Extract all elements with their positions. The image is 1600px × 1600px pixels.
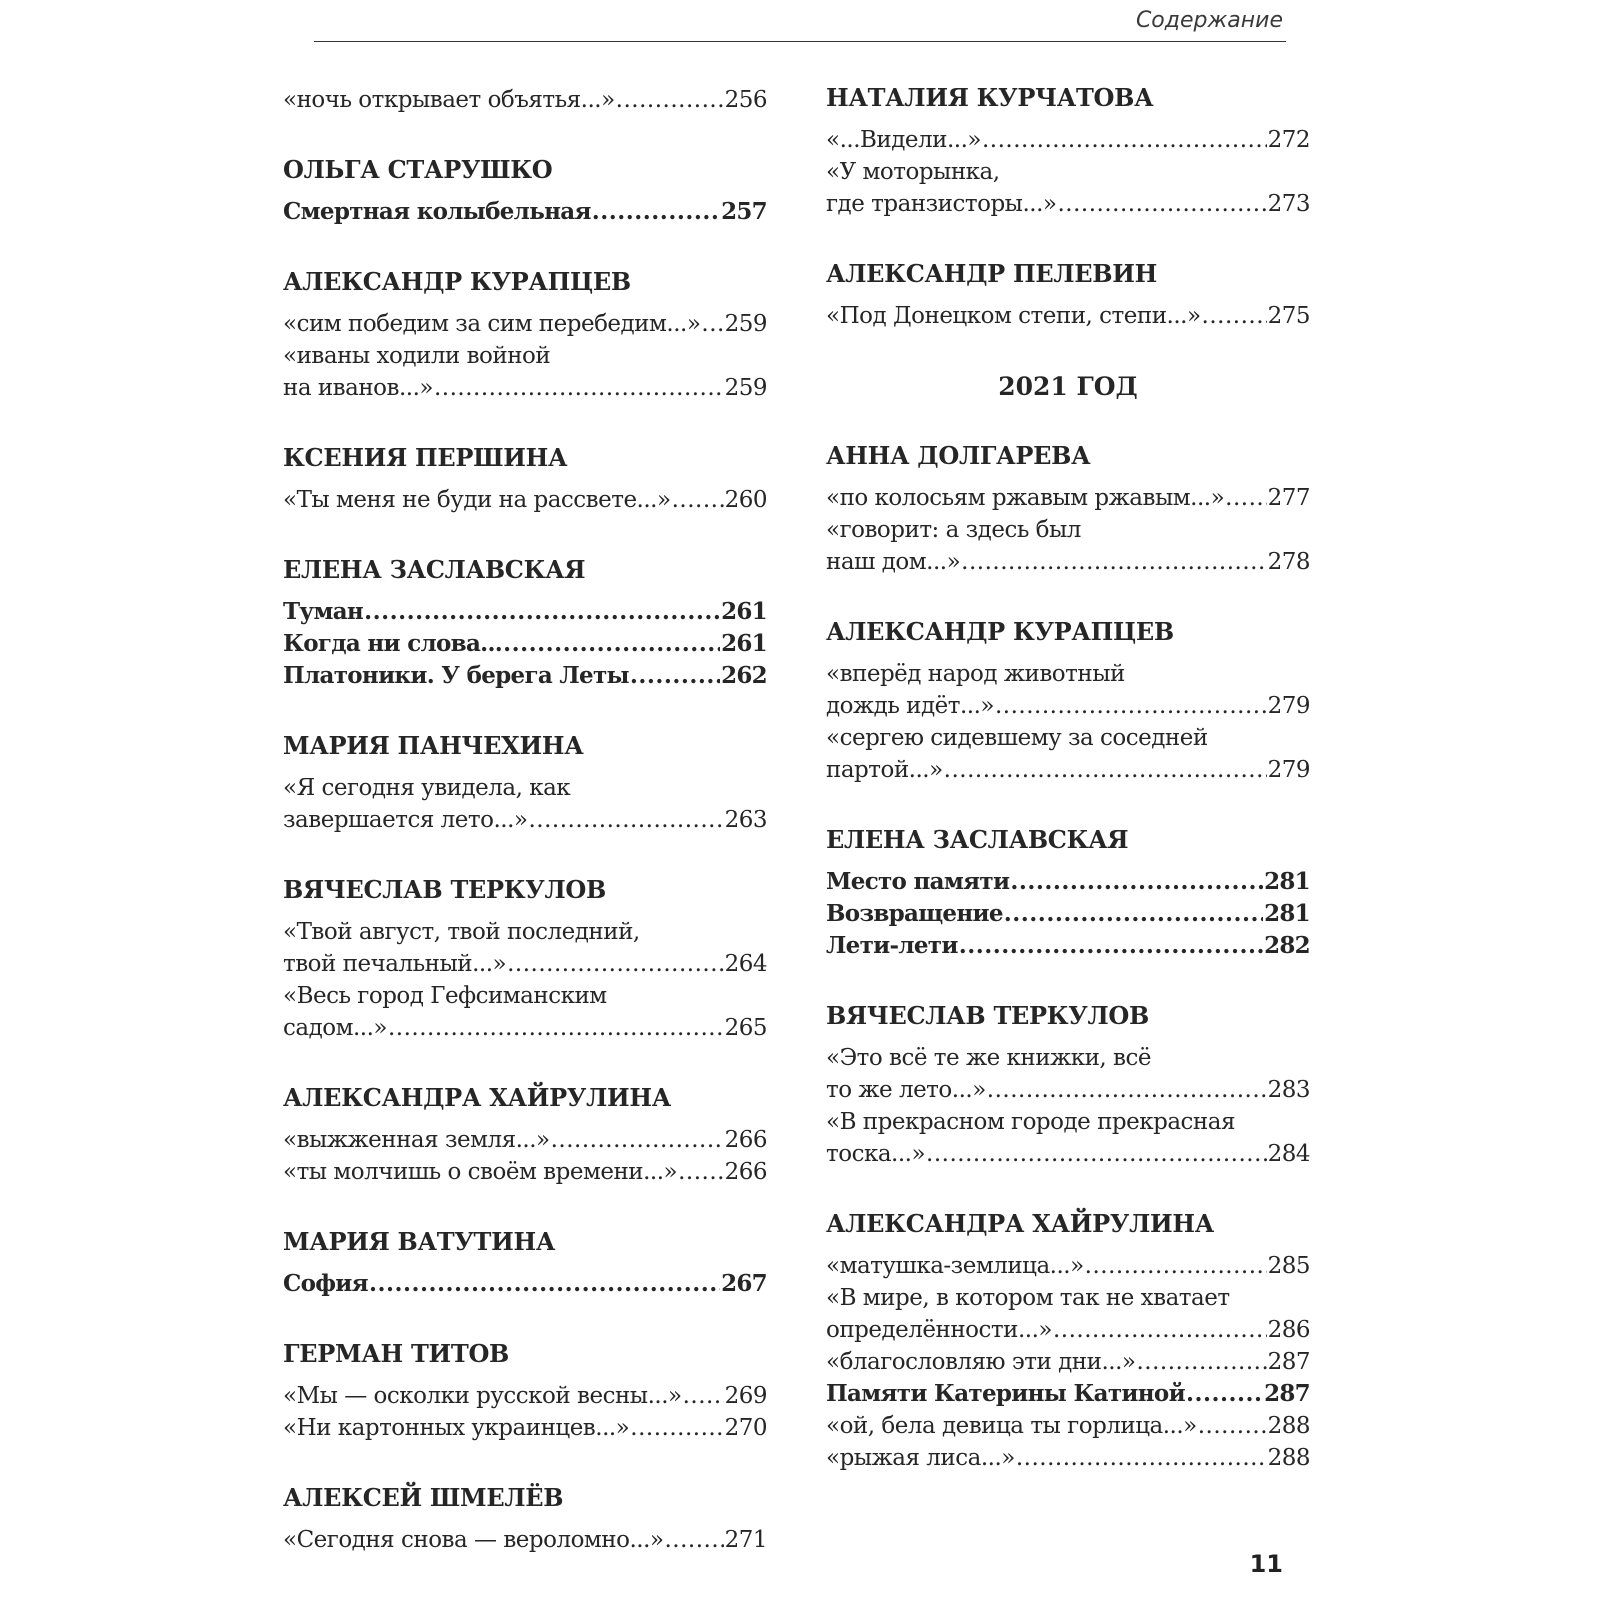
entry-row [826, 546, 1310, 578]
dot-leader [592, 196, 720, 228]
entry-title: «ой, бела девица ты горлица...» [826, 1413, 1197, 1439]
toc-entry[interactable] [826, 300, 1310, 332]
entry-row [283, 372, 767, 404]
entry-title-line: «Это всё те же книжки, всё [826, 1045, 1151, 1071]
toc-entry[interactable] [826, 1282, 1310, 1346]
entry-row [283, 1012, 767, 1044]
entry-title-line: «Я сегодня увидела, как [283, 775, 571, 801]
entry-row [283, 84, 767, 116]
entry-page-number: 263 [724, 807, 767, 833]
toc-entry[interactable] [826, 1410, 1310, 1442]
author-heading: ГЕРМАН ТИТОВ [283, 1339, 510, 1368]
toc-entry[interactable] [283, 1524, 767, 1556]
dot-leader [959, 930, 1263, 962]
entry-title: Когда ни слова... [283, 630, 503, 657]
entry-title: «ночь открывает объятья...» [283, 87, 615, 113]
entry-title: определённости...» [826, 1317, 1052, 1343]
toc-section [826, 826, 1310, 962]
author-heading: АЛЕКСЕЙ ШМЕЛЁВ [283, 1483, 564, 1512]
dot-leader [701, 308, 723, 340]
entry-row [283, 596, 767, 628]
entry-title: садом...» [283, 1015, 387, 1041]
entry-page-number: 285 [1267, 1253, 1310, 1279]
entry-title: где транзисторы...» [826, 191, 1057, 217]
dot-leader [1085, 1250, 1267, 1282]
toc-right-column [826, 84, 1310, 1514]
entry-title: «Под Донецком степи, степи...» [826, 303, 1201, 329]
entry-row [283, 660, 767, 692]
entry-row [826, 1138, 1310, 1170]
author-heading: АЛЕКСАНДР КУРАПЦЕВ [283, 267, 631, 296]
entry-page-number: 269 [724, 1383, 767, 1409]
toc-entry[interactable] [283, 1412, 767, 1444]
dot-leader [1053, 1314, 1267, 1346]
dot-leader [1225, 482, 1266, 514]
author-heading: МАРИЯ ВАТУТИНА [283, 1227, 556, 1256]
entry-row [283, 1156, 767, 1188]
entry-row [826, 754, 1310, 786]
dot-leader [944, 754, 1267, 786]
entry-row [283, 484, 767, 516]
toc-entry[interactable] [826, 898, 1310, 930]
entry-row [826, 1074, 1310, 1106]
toc-entry[interactable] [283, 1268, 767, 1300]
entry-page-number: 277 [1267, 485, 1310, 511]
dot-leader [434, 372, 724, 404]
running-header-title: Содержание [1135, 8, 1283, 33]
dot-leader [630, 1412, 723, 1444]
dot-leader [982, 124, 1267, 156]
entry-title: «рыжая лиса...» [826, 1445, 1015, 1471]
author-heading: АЛЕКСАНДР КУРАПЦЕВ [826, 617, 1174, 646]
toc-entry[interactable] [283, 628, 767, 660]
entry-title-line: «иваны ходили войной [283, 343, 551, 369]
author-heading: АЛЕКСАНДРА ХАЙРУЛИНА [283, 1083, 671, 1112]
toc-entry[interactable] [283, 308, 767, 340]
toc-section [826, 1210, 1310, 1474]
author-heading: ВЯЧЕСЛАВ ТЕРКУЛОВ [283, 875, 606, 904]
entry-row [283, 196, 767, 228]
entry-title: то же лето...» [826, 1077, 986, 1103]
entry-row [826, 930, 1310, 962]
entry-page-number: 287 [1264, 1380, 1310, 1407]
dot-leader [388, 1012, 724, 1044]
entry-page-number: 287 [1267, 1349, 1310, 1375]
dot-leader [1136, 1346, 1266, 1378]
entry-row [283, 1524, 767, 1556]
entry-page-number: 257 [721, 198, 767, 225]
dot-leader [1004, 898, 1263, 930]
entry-title-line: «говорит: а здесь был [826, 517, 1081, 543]
dot-leader [1202, 300, 1267, 332]
toc-entry[interactable] [283, 484, 767, 516]
toc-entry[interactable] [283, 916, 767, 980]
entry-page-number: 266 [724, 1159, 767, 1185]
entry-page-number: 281 [1264, 900, 1310, 927]
entry-page-number: 260 [724, 487, 767, 513]
entry-row [826, 482, 1310, 514]
entry-page-number: 279 [1267, 693, 1310, 719]
entry-title-line: «Весь город Гефсиманским [283, 983, 607, 1009]
toc-entry[interactable] [283, 980, 767, 1044]
toc-section [283, 1340, 767, 1444]
page-number: 11 [1249, 1550, 1283, 1578]
entry-title: «по колосьям ржавым ржавым...» [826, 485, 1225, 511]
entry-page-number: 282 [1264, 932, 1310, 959]
dot-leader [961, 546, 1266, 578]
entry-page-number: 284 [1267, 1141, 1310, 1167]
toc-entry[interactable] [283, 84, 767, 116]
entry-title: «Ни картонных украинцев...» [283, 1415, 630, 1441]
entry-title: завершается лето...» [283, 807, 528, 833]
toc-entry[interactable] [283, 1380, 767, 1412]
entry-page-number: 278 [1267, 549, 1310, 575]
dot-leader [1186, 1378, 1263, 1410]
author-heading: ОЛЬГА СТАРУШКО [283, 155, 553, 184]
author-heading: ВЯЧЕСЛАВ ТЕРКУЛОВ [826, 1001, 1149, 1030]
entry-title: Памяти Катерины Катиной [826, 1380, 1185, 1407]
entry-title: наш дом...» [826, 549, 961, 575]
dot-leader [528, 804, 723, 836]
dot-leader [665, 1524, 724, 1556]
entry-row [826, 1410, 1310, 1442]
toc-section [283, 156, 767, 228]
entry-page-number: 267 [721, 1270, 767, 1297]
toc-entry[interactable] [826, 156, 1310, 220]
entry-page-number: 286 [1267, 1317, 1310, 1343]
dot-leader [503, 628, 720, 660]
dot-leader [616, 84, 724, 116]
entry-title-line: «В прекрасном городе прекрасная [826, 1109, 1235, 1135]
entry-title: Платоники. У берега Леты [283, 662, 629, 689]
entry-page-number: 283 [1267, 1077, 1310, 1103]
entry-title: «сим победим за сим перебедим...» [283, 311, 701, 337]
entry-page-number: 281 [1264, 868, 1310, 895]
entry-title: Возвращение [826, 900, 1003, 927]
entry-page-number: 266 [724, 1127, 767, 1153]
toc-section [826, 618, 1310, 786]
author-heading: МАРИЯ ПАНЧЕХИНА [283, 731, 584, 760]
entry-title: Туман [283, 598, 364, 625]
entry-row [283, 308, 767, 340]
entry-title: Место памяти [826, 868, 1010, 895]
entry-title: твой печальный...» [283, 951, 507, 977]
entry-page-number: 256 [724, 87, 767, 113]
entry-title-line: «В мире, в котором так не хватает [826, 1285, 1230, 1311]
entry-title: на иванов...» [283, 375, 433, 401]
toc-entry[interactable] [826, 1042, 1310, 1106]
toc-entry[interactable] [826, 658, 1310, 722]
entry-row [826, 690, 1310, 722]
dot-leader [1198, 1410, 1267, 1442]
entry-title: «матушка-землица...» [826, 1253, 1084, 1279]
dot-leader [551, 1124, 724, 1156]
dot-leader [672, 484, 724, 516]
entry-title: Смертная колыбельная [283, 198, 591, 225]
entry-title: «благословляю эти дни...» [826, 1349, 1136, 1375]
toc-section [283, 1484, 767, 1556]
entry-page-number: 270 [724, 1415, 767, 1441]
entry-row [826, 1378, 1310, 1410]
dot-leader [926, 1138, 1267, 1170]
entry-row [826, 1346, 1310, 1378]
entry-page-number: 288 [1267, 1445, 1310, 1471]
author-heading: ЕЛЕНА ЗАСЛАВСКАЯ [826, 825, 1129, 854]
toc-entry[interactable] [283, 1156, 767, 1188]
entry-title: тоска...» [826, 1141, 926, 1167]
entry-title: «Сегодня снова — вероломно...» [283, 1527, 664, 1553]
dot-leader [1010, 866, 1263, 898]
toc-section [826, 1002, 1310, 1170]
entry-page-number: 259 [724, 375, 767, 401]
toc-entry[interactable] [826, 930, 1310, 962]
toc-entry[interactable] [826, 1106, 1310, 1170]
author-heading: КСЕНИЯ ПЕРШИНА [283, 443, 568, 472]
toc-section [826, 442, 1310, 578]
entry-title: София [283, 1270, 368, 1297]
toc-section [283, 84, 767, 116]
entry-row [283, 1268, 767, 1300]
entry-page-number: 264 [724, 951, 767, 977]
entry-page-number: 272 [1267, 127, 1310, 153]
toc-left-column [283, 84, 767, 1596]
entry-title: дождь идёт...» [826, 693, 994, 719]
toc-entry[interactable] [283, 660, 767, 692]
toc-entry[interactable] [283, 340, 767, 404]
toc-entry[interactable] [826, 1378, 1310, 1410]
entry-row [826, 1314, 1310, 1346]
toc-section [283, 876, 767, 1044]
entry-row [826, 866, 1310, 898]
author-heading: ЕЛЕНА ЗАСЛАВСКАЯ [283, 555, 586, 584]
entry-row [283, 628, 767, 660]
dot-leader [369, 1268, 720, 1300]
entry-page-number: 288 [1267, 1413, 1310, 1439]
toc-section [283, 268, 767, 404]
toc-entry[interactable] [283, 772, 767, 836]
toc-entry[interactable] [826, 1442, 1310, 1474]
dot-leader [364, 596, 720, 628]
dot-leader [1057, 188, 1266, 220]
year-heading: 2021 ГОД [998, 372, 1138, 401]
toc-entry[interactable] [826, 866, 1310, 898]
entry-row [826, 1250, 1310, 1282]
entry-page-number: 279 [1267, 757, 1310, 783]
dot-leader [1016, 1442, 1267, 1474]
entry-page-number: 265 [724, 1015, 767, 1041]
toc-section [283, 1084, 767, 1188]
entry-page-number: 271 [724, 1527, 767, 1553]
entry-row [283, 1124, 767, 1156]
entry-row [826, 188, 1310, 220]
entry-page-number: 261 [721, 598, 767, 625]
toc-entry[interactable] [283, 1124, 767, 1156]
toc-entry[interactable] [826, 514, 1310, 578]
dot-leader [987, 1074, 1267, 1106]
entry-title-line: «вперёд народ животный [826, 661, 1125, 687]
entry-title: партой...» [826, 757, 943, 783]
toc-section [826, 260, 1310, 332]
entry-row [826, 1442, 1310, 1474]
entry-row [826, 898, 1310, 930]
entry-title: «выжженная земля...» [283, 1127, 550, 1153]
entry-row [283, 804, 767, 836]
toc-entry[interactable] [826, 1250, 1310, 1282]
dot-leader [630, 660, 720, 692]
toc-section [283, 444, 767, 516]
dot-leader [678, 1156, 723, 1188]
toc-section [826, 84, 1310, 220]
author-heading: АННА ДОЛГАРЕВА [826, 441, 1091, 470]
entry-page-number: 261 [721, 630, 767, 657]
toc-entry[interactable] [826, 124, 1310, 156]
dot-leader [995, 690, 1267, 722]
author-heading: АЛЕКСАНДР ПЕЛЕВИН [826, 259, 1157, 288]
dot-leader [683, 1380, 724, 1412]
entry-title-line: «сергею сидевшему за соседней [826, 725, 1208, 751]
toc-section [283, 732, 767, 836]
entry-page-number: 259 [724, 311, 767, 337]
entry-row [826, 124, 1310, 156]
entry-page-number: 262 [721, 662, 767, 689]
entry-title-line: «Твой август, твой последний, [283, 919, 640, 945]
toc-entry[interactable] [826, 722, 1310, 786]
entry-title: «ты молчишь о своём времени...» [283, 1159, 678, 1185]
toc-entry[interactable] [283, 196, 767, 228]
entry-row [283, 1380, 767, 1412]
entry-title: «...Видели...» [826, 127, 981, 153]
entry-title: Лети-лети [826, 932, 958, 959]
author-heading: НАТАЛИЯ КУРЧАТОВА [826, 83, 1154, 112]
dot-leader [507, 948, 723, 980]
author-heading: АЛЕКСАНДРА ХАЙРУЛИНА [826, 1209, 1214, 1238]
entry-title: «Ты меня не буди на рассвете...» [283, 487, 671, 513]
toc-section [283, 1228, 767, 1300]
entry-title-line: «У моторынка, [826, 159, 1000, 185]
entry-page-number: 275 [1267, 303, 1310, 329]
entry-title: «Мы — осколки русской весны...» [283, 1383, 682, 1409]
toc-entry[interactable] [826, 1346, 1310, 1378]
toc-entry[interactable] [826, 482, 1310, 514]
entry-row [283, 1412, 767, 1444]
toc-section [283, 556, 767, 692]
entry-page-number: 273 [1267, 191, 1310, 217]
header-rule [314, 41, 1286, 42]
entry-row [826, 300, 1310, 332]
entry-row [283, 948, 767, 980]
toc-entry[interactable] [283, 596, 767, 628]
